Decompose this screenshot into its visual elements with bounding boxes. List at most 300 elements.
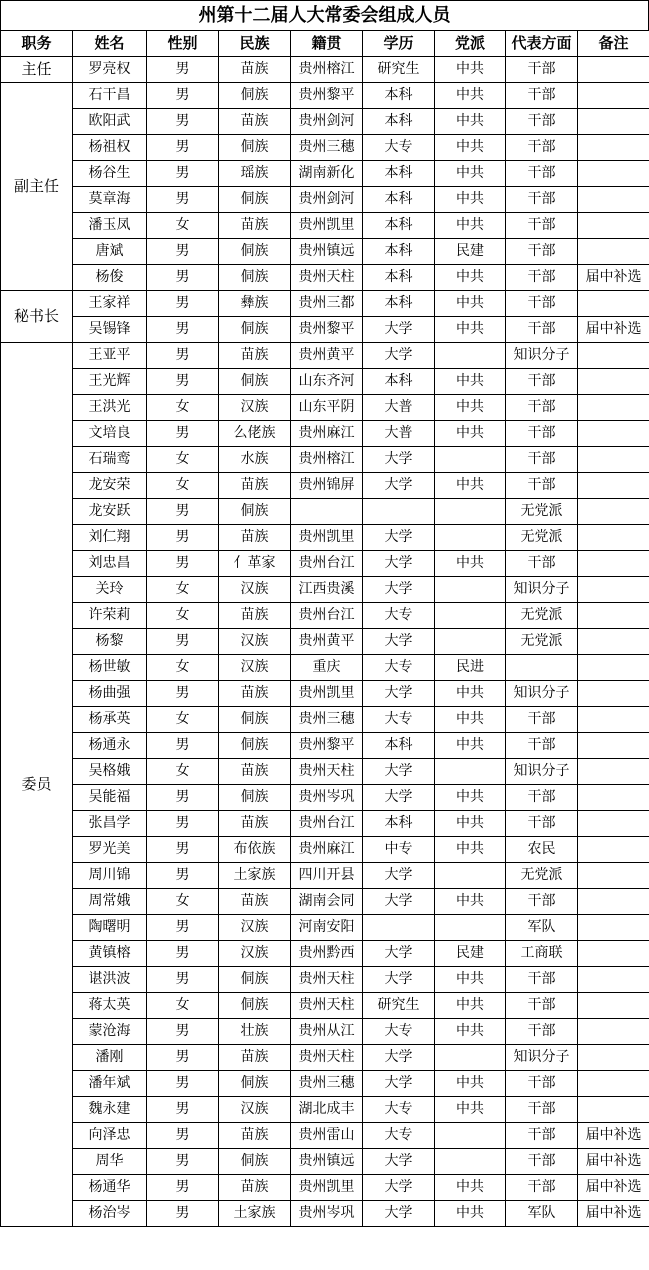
remarks-cell xyxy=(578,213,649,239)
gender-cell: 男 xyxy=(147,863,219,889)
remarks-cell xyxy=(578,967,649,993)
gender-cell: 男 xyxy=(147,187,219,213)
native-place-cell: 贵州台江 xyxy=(291,603,363,629)
remarks-cell xyxy=(578,369,649,395)
gender-cell: 女 xyxy=(147,603,219,629)
ethnicity-cell: 布依族 xyxy=(219,837,291,863)
party-cell: 中共 xyxy=(435,733,506,759)
representing-cell: 干部 xyxy=(506,1071,578,1097)
name-cell: 石干昌 xyxy=(73,83,147,109)
representing-cell: 干部 xyxy=(506,967,578,993)
education-cell: 大学 xyxy=(363,1045,435,1071)
ethnicity-cell: 水族 xyxy=(219,447,291,473)
education-cell: 大学 xyxy=(363,863,435,889)
ethnicity-cell: 苗族 xyxy=(219,603,291,629)
remarks-cell xyxy=(578,83,649,109)
name-cell: 周华 xyxy=(73,1149,147,1175)
native-place-cell: 贵州榕江 xyxy=(291,447,363,473)
name-cell: 吴能福 xyxy=(73,785,147,811)
ethnicity-cell: 苗族 xyxy=(219,109,291,135)
party-cell xyxy=(435,863,506,889)
name-cell: 王光辉 xyxy=(73,369,147,395)
gender-cell: 男 xyxy=(147,161,219,187)
name-cell: 杨俊 xyxy=(73,265,147,291)
ethnicity-cell: 汉族 xyxy=(219,577,291,603)
representing-cell: 干部 xyxy=(506,161,578,187)
party-cell: 中共 xyxy=(435,369,506,395)
table-row xyxy=(1,681,649,707)
education-cell: 大专 xyxy=(363,135,435,161)
name-cell: 王家祥 xyxy=(73,291,147,317)
name-cell: 许荣莉 xyxy=(73,603,147,629)
education-cell: 本科 xyxy=(363,213,435,239)
native-place-cell: 贵州榕江 xyxy=(291,57,363,83)
native-place-cell: 贵州凯里 xyxy=(291,525,363,551)
party-cell: 中共 xyxy=(435,1071,506,1097)
representing-cell: 干部 xyxy=(506,291,578,317)
header-position: 职务 xyxy=(1,31,73,57)
table-row xyxy=(1,57,649,83)
party-cell: 中共 xyxy=(435,1097,506,1123)
table-row xyxy=(1,655,649,681)
gender-cell: 男 xyxy=(147,733,219,759)
gender-cell: 男 xyxy=(147,499,219,525)
representing-cell: 无党派 xyxy=(506,629,578,655)
gender-cell: 男 xyxy=(147,915,219,941)
party-cell: 中共 xyxy=(435,1201,506,1227)
gender-cell: 女 xyxy=(147,889,219,915)
remarks-cell xyxy=(578,1045,649,1071)
ethnicity-cell: 侗族 xyxy=(219,187,291,213)
education-cell: 本科 xyxy=(363,265,435,291)
name-cell: 蒋太英 xyxy=(73,993,147,1019)
ethnicity-cell: 汉族 xyxy=(219,395,291,421)
gender-cell: 男 xyxy=(147,1097,219,1123)
table-row xyxy=(1,421,649,447)
representing-cell: 干部 xyxy=(506,109,578,135)
table-row xyxy=(1,213,649,239)
native-place-cell: 贵州三都 xyxy=(291,291,363,317)
name-cell: 刘仁翔 xyxy=(73,525,147,551)
education-cell: 大普 xyxy=(363,395,435,421)
native-place-cell: 贵州台江 xyxy=(291,811,363,837)
education-cell: 大学 xyxy=(363,317,435,343)
header-education: 学历 xyxy=(363,31,435,57)
members-table xyxy=(0,30,649,1227)
native-place-cell: 河南安阳 xyxy=(291,915,363,941)
education-cell: 大学 xyxy=(363,473,435,499)
education-cell: 大学 xyxy=(363,1071,435,1097)
table-row xyxy=(1,915,649,941)
party-cell: 中共 xyxy=(435,473,506,499)
representing-cell: 干部 xyxy=(506,1097,578,1123)
representing-cell: 知识分子 xyxy=(506,1045,578,1071)
ethnicity-cell: 苗族 xyxy=(219,1045,291,1071)
table-row xyxy=(1,733,649,759)
ethnicity-cell: 侗族 xyxy=(219,707,291,733)
ethnicity-cell: 苗族 xyxy=(219,811,291,837)
party-cell: 民建 xyxy=(435,941,506,967)
ethnicity-cell: 汉族 xyxy=(219,655,291,681)
position-cell: 秘书长 xyxy=(1,291,73,343)
table-row xyxy=(1,1071,649,1097)
native-place-cell: 贵州镇远 xyxy=(291,1149,363,1175)
native-place-cell: 贵州三穗 xyxy=(291,707,363,733)
gender-cell: 女 xyxy=(147,213,219,239)
education-cell: 本科 xyxy=(363,83,435,109)
ethnicity-cell: 侗族 xyxy=(219,239,291,265)
remarks-cell xyxy=(578,135,649,161)
remarks-cell xyxy=(578,681,649,707)
party-cell xyxy=(435,1149,506,1175)
representing-cell: 干部 xyxy=(506,1019,578,1045)
remarks-cell: 届中补选 xyxy=(578,265,649,291)
representing-cell: 干部 xyxy=(506,993,578,1019)
party-cell: 中共 xyxy=(435,811,506,837)
table-title: 州第十二届人大常委会组成人员 xyxy=(0,0,649,30)
table-row xyxy=(1,1149,649,1175)
ethnicity-cell: 苗族 xyxy=(219,343,291,369)
native-place-cell: 重庆 xyxy=(291,655,363,681)
party-cell xyxy=(435,577,506,603)
ethnicity-cell: 亻革家 xyxy=(219,551,291,577)
native-place-cell: 湖南新化 xyxy=(291,161,363,187)
name-cell: 欧阳武 xyxy=(73,109,147,135)
native-place-cell: 贵州黔西 xyxy=(291,941,363,967)
gender-cell: 男 xyxy=(147,83,219,109)
gender-cell: 男 xyxy=(147,265,219,291)
remarks-cell xyxy=(578,473,649,499)
party-cell: 中共 xyxy=(435,109,506,135)
table-row xyxy=(1,291,649,317)
gender-cell: 男 xyxy=(147,629,219,655)
table-row xyxy=(1,83,649,109)
table-row xyxy=(1,629,649,655)
education-cell: 大学 xyxy=(363,889,435,915)
table-row xyxy=(1,603,649,629)
name-cell: 杨治岑 xyxy=(73,1201,147,1227)
name-cell: 石瑞鸾 xyxy=(73,447,147,473)
native-place-cell: 贵州岑巩 xyxy=(291,1201,363,1227)
gender-cell: 男 xyxy=(147,785,219,811)
ethnicity-cell: 侗族 xyxy=(219,135,291,161)
name-cell: 周川锦 xyxy=(73,863,147,889)
education-cell: 大学 xyxy=(363,1149,435,1175)
remarks-cell xyxy=(578,629,649,655)
ethnicity-cell: 侗族 xyxy=(219,499,291,525)
remarks-cell xyxy=(578,941,649,967)
header-gender: 性别 xyxy=(147,31,219,57)
gender-cell: 男 xyxy=(147,1201,219,1227)
remarks-cell xyxy=(578,447,649,473)
representing-cell: 干部 xyxy=(506,1123,578,1149)
education-cell: 大专 xyxy=(363,1123,435,1149)
table-row xyxy=(1,525,649,551)
name-cell: 张昌学 xyxy=(73,811,147,837)
remarks-cell xyxy=(578,993,649,1019)
gender-cell: 男 xyxy=(147,1045,219,1071)
gender-cell: 男 xyxy=(147,1123,219,1149)
education-cell: 大学 xyxy=(363,551,435,577)
gender-cell: 男 xyxy=(147,967,219,993)
remarks-cell: 届中补选 xyxy=(578,1123,649,1149)
remarks-cell xyxy=(578,707,649,733)
table-row xyxy=(1,343,649,369)
party-cell: 民建 xyxy=(435,239,506,265)
party-cell: 中共 xyxy=(435,707,506,733)
education-cell: 大专 xyxy=(363,1019,435,1045)
position-cell: 主任 xyxy=(1,57,73,83)
education-cell: 大专 xyxy=(363,707,435,733)
native-place-cell: 贵州岑巩 xyxy=(291,785,363,811)
native-place-cell: 湖北成丰 xyxy=(291,1097,363,1123)
remarks-cell xyxy=(578,343,649,369)
name-cell: 王亚平 xyxy=(73,343,147,369)
table-row xyxy=(1,993,649,1019)
representing-cell: 干部 xyxy=(506,317,578,343)
name-cell: 向泽忠 xyxy=(73,1123,147,1149)
education-cell: 大学 xyxy=(363,941,435,967)
name-cell: 唐斌 xyxy=(73,239,147,265)
party-cell: 中共 xyxy=(435,265,506,291)
native-place-cell: 贵州镇远 xyxy=(291,239,363,265)
ethnicity-cell: 苗族 xyxy=(219,525,291,551)
education-cell xyxy=(363,499,435,525)
remarks-cell xyxy=(578,187,649,213)
native-place-cell: 贵州黎平 xyxy=(291,83,363,109)
party-cell xyxy=(435,1045,506,1071)
representing-cell: 干部 xyxy=(506,57,578,83)
education-cell: 本科 xyxy=(363,109,435,135)
representing-cell: 干部 xyxy=(506,551,578,577)
gender-cell: 男 xyxy=(147,941,219,967)
name-cell: 杨承英 xyxy=(73,707,147,733)
education-cell: 本科 xyxy=(363,187,435,213)
native-place-cell: 贵州黎平 xyxy=(291,733,363,759)
party-cell xyxy=(435,1123,506,1149)
representing-cell: 农民 xyxy=(506,837,578,863)
remarks-cell xyxy=(578,421,649,447)
ethnicity-cell: 土家族 xyxy=(219,863,291,889)
ethnicity-cell: 瑶族 xyxy=(219,161,291,187)
education-cell: 大学 xyxy=(363,1175,435,1201)
representing-cell: 知识分子 xyxy=(506,759,578,785)
party-cell: 中共 xyxy=(435,837,506,863)
native-place-cell: 贵州麻江 xyxy=(291,421,363,447)
education-cell: 大专 xyxy=(363,1097,435,1123)
representing-cell: 无党派 xyxy=(506,525,578,551)
table-row xyxy=(1,447,649,473)
native-place-cell: 贵州麻江 xyxy=(291,837,363,863)
ethnicity-cell: 彝族 xyxy=(219,291,291,317)
ethnicity-cell: 侗族 xyxy=(219,317,291,343)
remarks-cell xyxy=(578,57,649,83)
name-cell: 周常娥 xyxy=(73,889,147,915)
education-cell: 本科 xyxy=(363,733,435,759)
name-cell: 潘年斌 xyxy=(73,1071,147,1097)
party-cell: 中共 xyxy=(435,317,506,343)
native-place-cell: 山东齐河 xyxy=(291,369,363,395)
education-cell: 大普 xyxy=(363,421,435,447)
name-cell: 黄镇榕 xyxy=(73,941,147,967)
native-place-cell: 山东平阴 xyxy=(291,395,363,421)
name-cell: 吴格娥 xyxy=(73,759,147,785)
party-cell: 民进 xyxy=(435,655,506,681)
remarks-cell: 届中补选 xyxy=(578,1201,649,1227)
native-place-cell: 贵州雷山 xyxy=(291,1123,363,1149)
education-cell: 大学 xyxy=(363,759,435,785)
education-cell: 中专 xyxy=(363,837,435,863)
table-row xyxy=(1,577,649,603)
representing-cell: 干部 xyxy=(506,213,578,239)
gender-cell: 男 xyxy=(147,239,219,265)
table-row xyxy=(1,811,649,837)
representing-cell: 知识分子 xyxy=(506,343,578,369)
party-cell: 中共 xyxy=(435,213,506,239)
ethnicity-cell: 侗族 xyxy=(219,83,291,109)
gender-cell: 女 xyxy=(147,759,219,785)
name-cell: 杨曲强 xyxy=(73,681,147,707)
remarks-cell xyxy=(578,577,649,603)
ethnicity-cell: 侗族 xyxy=(219,265,291,291)
native-place-cell: 贵州剑河 xyxy=(291,187,363,213)
education-cell: 大学 xyxy=(363,785,435,811)
header-name: 姓名 xyxy=(73,31,147,57)
ethnicity-cell: 侗族 xyxy=(219,785,291,811)
gender-cell: 男 xyxy=(147,109,219,135)
representing-cell: 干部 xyxy=(506,707,578,733)
representing-cell: 知识分子 xyxy=(506,681,578,707)
name-cell: 文培良 xyxy=(73,421,147,447)
education-cell: 研究生 xyxy=(363,993,435,1019)
representing-cell: 干部 xyxy=(506,1149,578,1175)
remarks-cell xyxy=(578,889,649,915)
party-cell: 中共 xyxy=(435,187,506,213)
party-cell: 中共 xyxy=(435,785,506,811)
table-row xyxy=(1,161,649,187)
remarks-cell: 届中补选 xyxy=(578,1175,649,1201)
ethnicity-cell: 苗族 xyxy=(219,213,291,239)
header-ethnicity: 民族 xyxy=(219,31,291,57)
name-cell: 罗光美 xyxy=(73,837,147,863)
name-cell: 关玲 xyxy=(73,577,147,603)
ethnicity-cell: 土家族 xyxy=(219,1201,291,1227)
representing-cell: 无党派 xyxy=(506,863,578,889)
ethnicity-cell: 侗族 xyxy=(219,967,291,993)
native-place-cell: 贵州剑河 xyxy=(291,109,363,135)
table-row xyxy=(1,1045,649,1071)
name-cell: 谌洪波 xyxy=(73,967,147,993)
representing-cell: 干部 xyxy=(506,187,578,213)
representing-cell: 干部 xyxy=(506,421,578,447)
gender-cell: 男 xyxy=(147,135,219,161)
header-party: 党派 xyxy=(435,31,506,57)
education-cell: 大学 xyxy=(363,681,435,707)
party-cell xyxy=(435,525,506,551)
education-cell: 大学 xyxy=(363,343,435,369)
party-cell: 中共 xyxy=(435,291,506,317)
ethnicity-cell: 汉族 xyxy=(219,629,291,655)
native-place-cell xyxy=(291,499,363,525)
name-cell: 潘刚 xyxy=(73,1045,147,1071)
party-cell xyxy=(435,915,506,941)
party-cell: 中共 xyxy=(435,1175,506,1201)
name-cell: 刘忠昌 xyxy=(73,551,147,577)
header-representing: 代表方面 xyxy=(506,31,578,57)
education-cell: 大学 xyxy=(363,1201,435,1227)
gender-cell: 女 xyxy=(147,395,219,421)
education-cell: 本科 xyxy=(363,369,435,395)
header-remarks: 备注 xyxy=(578,31,649,57)
table-row xyxy=(1,941,649,967)
position-cell: 委员 xyxy=(1,343,73,1227)
party-cell xyxy=(435,447,506,473)
education-cell: 大学 xyxy=(363,577,435,603)
gender-cell: 男 xyxy=(147,343,219,369)
remarks-cell xyxy=(578,395,649,421)
representing-cell: 干部 xyxy=(506,265,578,291)
native-place-cell: 江西贵溪 xyxy=(291,577,363,603)
native-place-cell: 贵州天柱 xyxy=(291,265,363,291)
education-cell: 本科 xyxy=(363,291,435,317)
education-cell: 本科 xyxy=(363,161,435,187)
remarks-cell xyxy=(578,499,649,525)
party-cell: 中共 xyxy=(435,421,506,447)
name-cell: 龙安跃 xyxy=(73,499,147,525)
remarks-cell xyxy=(578,1071,649,1097)
ethnicity-cell: 苗族 xyxy=(219,759,291,785)
remarks-cell xyxy=(578,603,649,629)
table-row xyxy=(1,473,649,499)
education-cell xyxy=(363,915,435,941)
representing-cell xyxy=(506,655,578,681)
party-cell xyxy=(435,499,506,525)
party-cell: 中共 xyxy=(435,57,506,83)
gender-cell: 男 xyxy=(147,1071,219,1097)
ethnicity-cell: 苗族 xyxy=(219,57,291,83)
ethnicity-cell: 苗族 xyxy=(219,473,291,499)
name-cell: 龙安荣 xyxy=(73,473,147,499)
name-cell: 杨谷生 xyxy=(73,161,147,187)
name-cell: 王洪光 xyxy=(73,395,147,421)
ethnicity-cell: 侗族 xyxy=(219,993,291,1019)
remarks-cell xyxy=(578,733,649,759)
gender-cell: 男 xyxy=(147,317,219,343)
representing-cell: 干部 xyxy=(506,473,578,499)
party-cell xyxy=(435,629,506,655)
table-row xyxy=(1,499,649,525)
education-cell: 大专 xyxy=(363,655,435,681)
table-row xyxy=(1,889,649,915)
party-cell: 中共 xyxy=(435,889,506,915)
remarks-cell xyxy=(578,1097,649,1123)
party-cell: 中共 xyxy=(435,967,506,993)
native-place-cell: 四川开县 xyxy=(291,863,363,889)
native-place-cell: 贵州凯里 xyxy=(291,681,363,707)
name-cell: 魏永建 xyxy=(73,1097,147,1123)
gender-cell: 男 xyxy=(147,811,219,837)
native-place-cell: 湖南会同 xyxy=(291,889,363,915)
representing-cell: 干部 xyxy=(506,1175,578,1201)
name-cell: 杨通永 xyxy=(73,733,147,759)
remarks-cell xyxy=(578,915,649,941)
table-row xyxy=(1,395,649,421)
gender-cell: 男 xyxy=(147,551,219,577)
representing-cell: 无党派 xyxy=(506,499,578,525)
party-cell: 中共 xyxy=(435,993,506,1019)
ethnicity-cell: 侗族 xyxy=(219,733,291,759)
ethnicity-cell: 苗族 xyxy=(219,681,291,707)
